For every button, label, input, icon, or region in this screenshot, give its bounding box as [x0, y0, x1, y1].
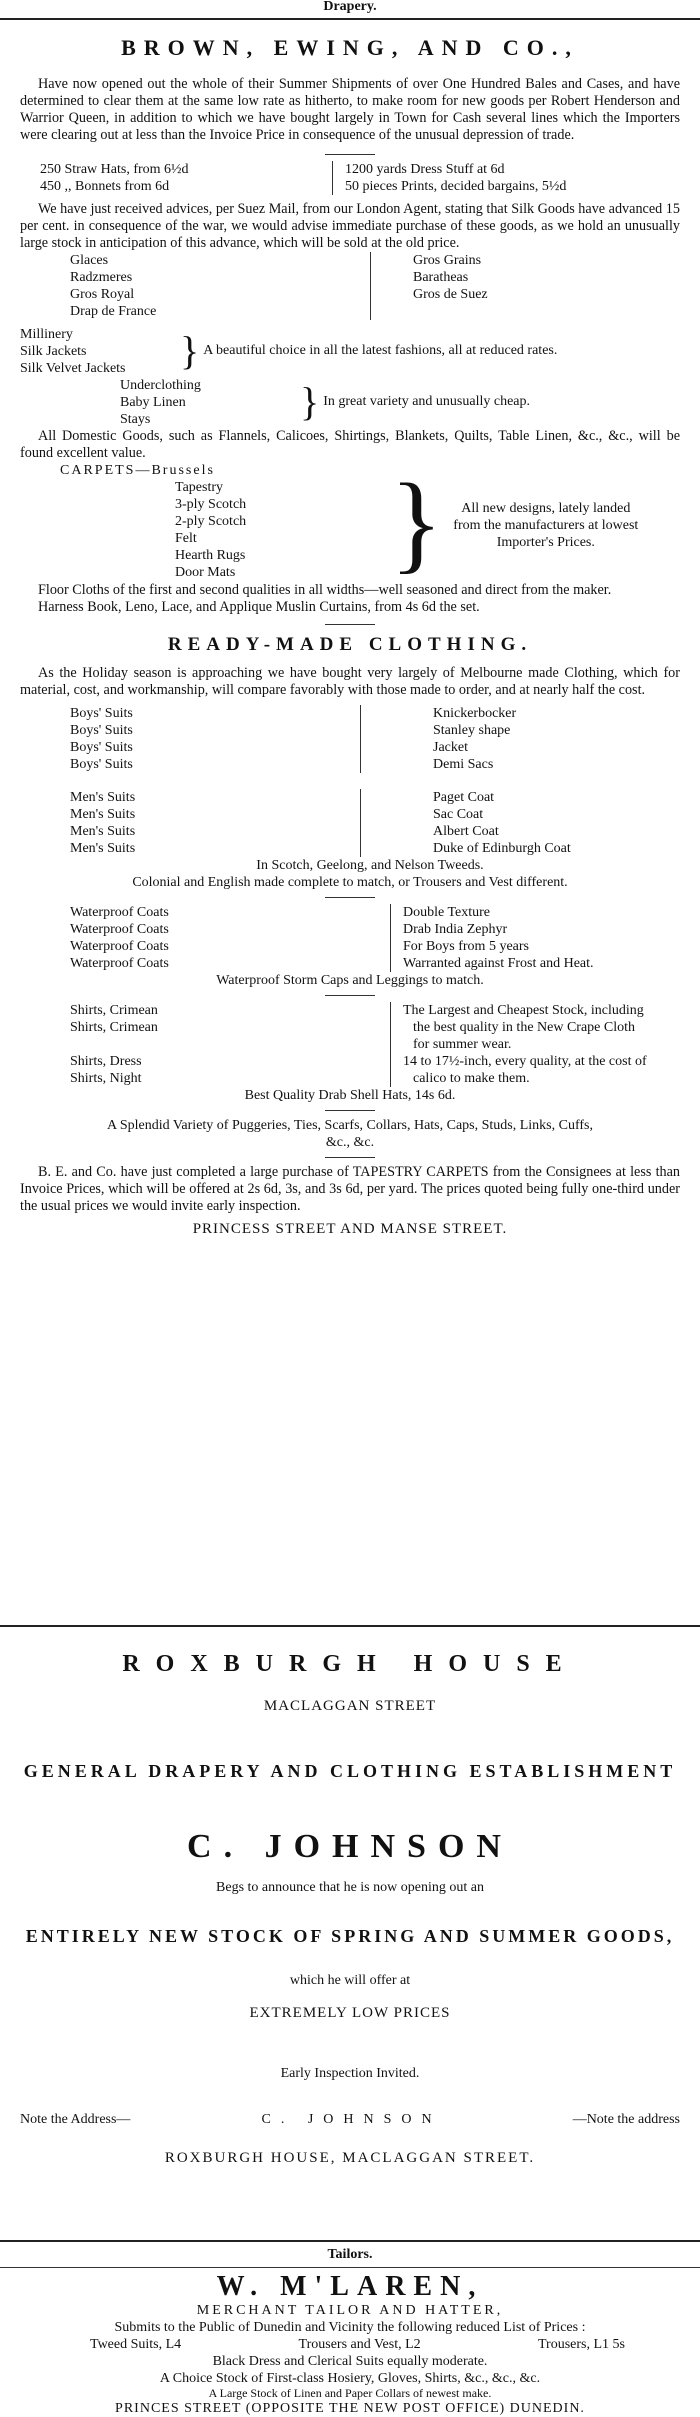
harness-paragraph: Harness Book, Leno, Lace, and Applique Muslin Curtains, from 4s 6d the set. — [38, 599, 480, 615]
shirt-item: Shirts, Crimean — [70, 1003, 158, 1018]
waterproof-item: Waterproof Coats — [70, 939, 169, 954]
roxburgh-title: ROXBURGH HOUSE — [122, 1651, 578, 1677]
roxburgh-address: ROXBURGH HOUSE, MACLAGGAN STREET. — [164, 2150, 536, 2166]
suit-item: Men's Suits — [70, 807, 136, 822]
firm-name: BROWN, EWING, AND CO., — [121, 35, 579, 60]
under-item: Baby Linen — [120, 395, 186, 410]
tweeds-line: In Scotch, Geelong, and Nelson Tweeds. — [256, 858, 484, 873]
price-row — [20, 2336, 680, 2353]
colonial-line: Colonial and English made complete to match, or Trousers and Vest different. — [132, 875, 568, 890]
shirt-note: 14 to 17½-inch, every quality, at the cost of — [403, 1054, 647, 1069]
submits-line: Submits to the Public of Dunedin and Vicinity the following reduced List of Prices : — [114, 2320, 586, 2335]
carpet-item: 3-ply Scotch — [175, 497, 247, 512]
suit-item: Boys' Suits — [70, 740, 133, 755]
offer-line: which he will offer at — [289, 1973, 411, 1988]
waterproof-style: Warranted against Frost and Heat. — [403, 956, 594, 971]
waterproof-style: Double Texture — [403, 905, 491, 920]
johnson-name: C. JOHNSON — [187, 1828, 513, 1865]
waterproof-style: Drab India Zephyr — [403, 922, 508, 937]
rmc-title: READY-MADE CLOTHING. — [167, 634, 533, 655]
silk-item: Glaces — [70, 253, 109, 268]
linen-line: A Large Stock of Linen and Paper Collars of newest make. — [208, 2386, 492, 2400]
brown-ewing-ad — [20, 26, 680, 1238]
carpet-item: Tapestry — [175, 480, 224, 495]
mlaren-address: PRINCES STREET (OPPOSITE THE NEW POST OFFICE) DUNEDIN. — [115, 2401, 585, 2416]
short-rule — [325, 624, 375, 625]
shirt-item: Shirts, Night — [70, 1071, 142, 1086]
waterproof-item: Waterproof Coats — [70, 922, 169, 937]
suit-style: Demi Sacs — [433, 757, 494, 772]
floor-paragraph: Floor Cloths of the first and second qualities in all widths—well seasoned and direct from the maker. — [38, 582, 612, 598]
millinery-item: Millinery — [20, 327, 73, 342]
suit-item: Boys' Suits — [70, 706, 133, 721]
suit-style: Duke of Edinburgh Coat — [433, 841, 571, 856]
suit-style: Sac Coat — [433, 807, 484, 822]
roxburgh-ad — [0, 1640, 700, 2167]
mlaren-name: W. M'LAREN, — [216, 2271, 484, 2302]
drab-line: Best Quality Drab Shell Hats, 14s 6d. — [244, 1088, 456, 1103]
low-prices: EXTREMELY LOW PRICES — [249, 2005, 451, 2021]
brace-icon: } — [180, 328, 200, 373]
suit-item: Boys' Suits — [70, 757, 133, 772]
black-dress-line: Black Dress and Clerical Suits equally moderate. — [212, 2354, 488, 2369]
mens-suits — [20, 789, 680, 857]
silk-item: Gros Grains — [413, 253, 482, 268]
ad-divider — [0, 2240, 700, 2242]
storm-line: Waterproof Storm Caps and Leggings to match. — [216, 973, 484, 988]
carpets-note: All new designs, lately landed from the manufacturers at lowest Importer's Prices. — [453, 501, 639, 550]
carpet-item: 2-ply Scotch — [175, 514, 247, 529]
mlaren-ad — [20, 2272, 680, 2417]
under-note: In great variety and unusually cheap. — [323, 394, 531, 409]
johnson-small: C. JOHNSON — [261, 2112, 442, 2127]
millinery-note: A beautiful choice in all the latest fashions, all at reduced rates. — [203, 343, 558, 358]
price-item: 1200 yards Dress Stuff at 6d — [345, 162, 505, 177]
shirt-note: the best quality in the New Crape Cloth — [413, 1020, 636, 1035]
suit-item: Men's Suits — [70, 841, 136, 856]
short-rule — [325, 154, 375, 155]
note-right: —Note the address — [572, 2112, 680, 2127]
suit-style: Knickerbocker — [433, 706, 517, 721]
suit-style: Albert Coat — [433, 824, 499, 839]
brown-address: PRINCESS STREET AND MANSE STREET. — [192, 1221, 508, 1237]
hats-price-list — [20, 161, 680, 195]
carpet-item: Hearth Rugs — [175, 548, 246, 563]
section-heading-tailors: Tailors. — [327, 2247, 373, 2262]
shirt-note: for summer wear. — [413, 1037, 512, 1052]
underclothing-list — [20, 377, 680, 428]
shirts-list — [20, 1002, 680, 1087]
price-item: 250 Straw Hats, from 6½d — [40, 162, 189, 177]
suit-style: Jacket — [433, 740, 468, 755]
waterproof-item: Waterproof Coats — [70, 956, 169, 971]
price-item: Tweed Suits, L4 — [90, 2337, 182, 2352]
silk-item: Baratheas — [413, 270, 469, 285]
roxburgh-street: MACLAGGAN STREET — [263, 1698, 437, 1714]
silk-item: Radzmeres — [70, 270, 133, 285]
domestic-paragraph: All Domestic Goods, such as Flannels, Calicoes, Shirtings, Blankets, Quilts, Table Linen, &c., &c., will be found excellent value. — [20, 428, 680, 461]
price-item: 50 pieces Prints, decided bargains, 5½d — [345, 179, 567, 194]
suit-item: Men's Suits — [70, 824, 136, 839]
intro-paragraph: Have now opened out the whole of their Summer Shipments of over One Hundred Bales and Cases, and have determined to clear them at the same low rate as hitherto, to make room for new goods per Robert Henderson and Warrior Queen, in addition to which we have bought largely in Town for Cash several lines which the Importers were clearing out at less than the Invoice Price in consequence of the unusual depression of trade. — [20, 76, 680, 143]
note-left: Note the Address— — [20, 2112, 131, 2127]
inspection-line: Early Inspection Invited. — [280, 2066, 420, 2081]
choice-line: A Choice Stock of First-class Hosiery, Gloves, Shirts, &c., &c., &c. — [159, 2371, 541, 2386]
millinery-item: Silk Velvet Jackets — [20, 361, 126, 376]
advice-paragraph: We have just received advices, per Suez Mail, from our London Agent, stating that Silk Goods have advanced 15 per cent. in consequence of the war, we would advise immediate purchase of these goods, as we hold an unusually large stock in anticipation of this advance, which will be sold at the old price. — [20, 201, 680, 251]
suit-item: Boys' Suits — [70, 723, 133, 738]
brace-icon: } — [390, 461, 443, 583]
silk-item: Drap de France — [70, 304, 157, 319]
boys-suits — [20, 705, 680, 773]
silk-item: Gros Royal — [70, 287, 135, 302]
section-divider — [0, 18, 700, 20]
tapestry-paragraph: B. E. and Co. have just completed a large purchase of TAPESTRY CARPETS from the Consignees at less than Invoice Prices, which will be offered at 2s 6d, 3s, and 3s 6d, per yard. The prices quoted being fully one-third under the usual prices we would invite early inspection. — [20, 1164, 680, 1214]
millinery-item: Silk Jackets — [20, 344, 87, 359]
carpets-label: CARPETS—Brussels — [60, 463, 215, 478]
silk-list — [20, 252, 680, 320]
brace-icon: } — [300, 379, 320, 424]
section-divider — [0, 2267, 700, 2268]
establishment-line: GENERAL DRAPERY AND CLOTHING ESTABLISHMENT — [23, 1761, 677, 1781]
short-rule — [325, 1157, 375, 1158]
carpet-item: Door Mats — [175, 565, 236, 580]
note-address-row — [0, 2112, 700, 2128]
suit-style: Paget Coat — [433, 790, 495, 805]
suit-style: Stanley shape — [433, 723, 511, 738]
shirt-note: The Largest and Cheapest Stock, including — [403, 1003, 644, 1018]
section-heading-drapery: Drapery. — [323, 0, 377, 14]
suit-item: Men's Suits — [70, 790, 136, 805]
silk-item: Gros de Suez — [413, 287, 488, 302]
millinery-list — [20, 326, 680, 377]
rmc-intro: As the Holiday season is approaching we have bought very largely of Melbourne made Clothing, which for material, cost, and workmanship, will compare favorably with those made to order, and at nearly half the cost. — [20, 665, 680, 698]
shirt-item: Shirts, Crimean — [70, 1020, 158, 1035]
short-rule — [325, 1110, 375, 1111]
stock-line: ENTIRELY NEW STOCK OF SPRING AND SUMMER GOODS, — [25, 1926, 675, 1946]
waterproof-style: For Boys from 5 years — [403, 939, 529, 954]
puggeries-line: A Splendid Variety of Puggeries, Ties, Scarfs, Collars, Hats, Caps, Studs, Links, Cuffs, &c., &c. — [107, 1118, 593, 1150]
shirt-note: calico to make them. — [413, 1071, 530, 1086]
shirt-item: Shirts, Dress — [70, 1054, 142, 1069]
short-rule — [325, 897, 375, 898]
mlaren-trade: MERCHANT TAILOR AND HATTER, — [196, 2303, 504, 2318]
carpets-list — [20, 462, 680, 582]
carpet-item: Felt — [175, 531, 197, 546]
price-item: 450 ,, Bonnets from 6d — [40, 179, 170, 194]
short-rule — [325, 995, 375, 996]
begs-line: Begs to announce that he is now opening out an — [216, 1880, 484, 1895]
under-item: Stays — [120, 412, 151, 427]
price-item: Trousers and Vest, L2 — [298, 2337, 421, 2352]
waterproof-item: Waterproof Coats — [70, 905, 169, 920]
price-item: Trousers, L1 5s — [538, 2337, 625, 2352]
waterproof-list — [20, 904, 680, 972]
under-item: Underclothing — [120, 378, 201, 393]
ad-divider — [0, 1625, 700, 1627]
